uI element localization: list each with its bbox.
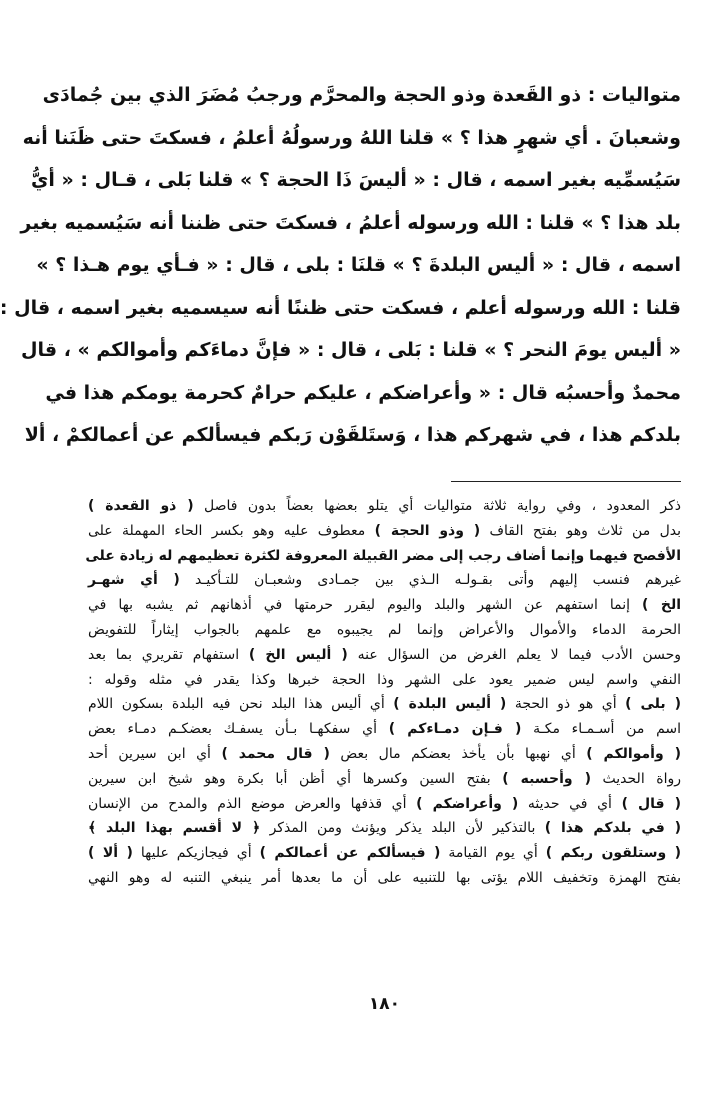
footnote-text: بفتح السين وكسرها أي أظن أبا بكرة وهو شيخ ابن سيرين bbox=[88, 770, 503, 787]
footnote-term: ( قال محمد ) bbox=[221, 745, 330, 762]
footnote-line bbox=[88, 866, 681, 891]
footnote-text: رواة الحديث bbox=[591, 770, 681, 787]
footnote-text: بفتح الهمزة وتخفيف اللام يؤتى بها للتنبيه على أن ما بعدها أمر ينبغي التنبه له وهو النهي bbox=[88, 869, 681, 886]
footnote-text: أي سفكهـا بـأن يسفـك بعضكـم دمـاء بعض bbox=[88, 721, 389, 738]
main-text-line: « أليس يومَ النحر ؟ » قلنا : بَلى ، قال : « فإنَّ دماءَكم وأموالكم » ، قال bbox=[21, 339, 681, 361]
footnote-term: ( أليس البلدة ) bbox=[393, 696, 507, 713]
page-number: ١٨٠ bbox=[368, 994, 401, 1014]
footnote-line bbox=[88, 816, 681, 841]
main-text-line: بلد هذا ؟ » قلنا : الله ورسوله أعلمُ ، فسكتَ حتى ظننا أنه سَيُسميه بغير bbox=[20, 211, 681, 234]
footnote-term: ( بلى ) bbox=[625, 696, 681, 713]
footnote-text: غيرهم فنسب إليهم وأتى بقـولـه الـذي بين جمـادى وشعبـان للتـأكيـد bbox=[179, 572, 682, 589]
footnote-text: أي نهبها بأن يأخذ بعضكم مال بعض bbox=[329, 745, 587, 762]
footnote-text: أي فيجازيكم عليها bbox=[132, 845, 260, 862]
footnote-line bbox=[88, 568, 681, 593]
footnote-term: ( قال ) bbox=[621, 795, 682, 812]
footnote-line bbox=[88, 668, 681, 693]
footnote-text: اسم من أسـمـاء مكـة bbox=[521, 721, 682, 738]
footnote-term: ( وأحسبه ) bbox=[502, 770, 591, 787]
footnote-text: بالتذكير لأن البلد يذكر ويؤنث ومن المذكر bbox=[260, 820, 545, 837]
footnote-text: أي ابن سيرين أحد bbox=[88, 745, 222, 762]
footnote-line bbox=[88, 717, 681, 742]
main-text-line: سَيُسمِّيه بغير اسمه ، قال : « أليسَ ذَا الحجة ؟ » قلنا بَلى ، قـال : « أيُّ bbox=[30, 169, 681, 191]
footnote-separator bbox=[451, 481, 681, 482]
footnote-text: أي هو ذو الحجة bbox=[506, 696, 626, 713]
main-text-line: بلدكم هذا ، في شهركم هذا ، وَستَلقَوْن رَبكم فيسألكم عن أعمالكمْ ، ألا bbox=[24, 424, 681, 446]
footnote-line bbox=[88, 742, 681, 767]
footnote-term: ( وأموالكم ) bbox=[586, 745, 681, 762]
footnote-text: أي أليس هذا البلد نحن فيه البلدة بسكون اللام bbox=[88, 696, 394, 713]
footnote-line bbox=[88, 618, 681, 643]
footnote-text: إنما استفهم عن الشهر والبلد واليوم ليقرر حرمتها في أذهانهم ثم يشبه بها في bbox=[88, 597, 643, 614]
footnote-text: النفي واسم ليس ضمير يعود على الشهر وذا الحجة خبرها وكذا يقدر في مثله وقوله : bbox=[88, 671, 681, 688]
footnote-term: ( فيسألكم عن أعمالكم ) bbox=[259, 845, 441, 862]
footnote-term: ( وذو الحجة ) bbox=[374, 522, 481, 539]
footnote-text: معطوف عليه وهو بكسر الحاء المهملة على bbox=[88, 522, 375, 539]
footnote-term: الأفصح فيهما وإنما أضاف رجب إلى مضر القبيلة المعروفة لكثرة تعظيمهم له زيادة على bbox=[85, 547, 681, 564]
footnote-term: ( فـإن دمـاءكم ) bbox=[388, 721, 522, 738]
main-text-line: متواليات : ذو القَعدة وذو الحجة والمحرَّم ورجبُ مُضَرَ الذي بين جُمادَى bbox=[42, 84, 681, 106]
footnote-text: وحسن الأدب فيما لا يعلم الغرض من السؤال عنه bbox=[347, 646, 681, 663]
footnote-term: ( وستلقون ربكم ) bbox=[545, 845, 682, 862]
main-text-line: محمدٌ وأحسبُه قال : « وأعراضكم ، عليكم حرامٌ كحرمة يومكم هذا في bbox=[45, 381, 681, 404]
footnote-line bbox=[88, 767, 681, 792]
footnote-text: بدل من ثلاث وهو بفتح القاف bbox=[480, 522, 681, 539]
main-text-line: قلنا : الله ورسوله أعلم ، فسكت حتى ظننًا أنه سيسميه بغير اسمه ، قال : bbox=[0, 296, 681, 319]
footnote-line bbox=[85, 544, 681, 569]
footnote-text: أي قذفها والعرض موضع الذم والمدح من الإنسان bbox=[88, 795, 417, 812]
footnote-text: استفهام تقريري بما بعد bbox=[88, 646, 249, 663]
main-text bbox=[0, 74, 681, 457]
footnotes bbox=[85, 494, 682, 891]
footnote-term: ( في بلدكم هذا ) bbox=[544, 820, 681, 837]
footnote-text: أي يوم القيامة bbox=[440, 845, 546, 862]
footnote-line bbox=[88, 792, 681, 817]
footnote-term: ( أليس الخ ) bbox=[248, 646, 348, 663]
footnote-line bbox=[88, 494, 681, 519]
footnote-line bbox=[88, 519, 681, 544]
footnote-line bbox=[88, 841, 681, 866]
footnote-term: ﴿ لا أقسم بهذا البلد ﴾ bbox=[88, 820, 261, 837]
main-text-line: اسمه ، قال : « أليس البلدةَ ؟ » قلنَا : بلى ، قال : « فـأي يوم هـذا ؟ » bbox=[36, 254, 681, 276]
footnote-term: الخ ) bbox=[642, 597, 681, 614]
footnote-line bbox=[88, 643, 681, 668]
footnote-term: ( ألا ) bbox=[88, 845, 133, 862]
footnote-text: ذكر المعدود ، وفي رواية ثلاثة متواليات أي يتلو بعضها بعضاً بدون فاصل bbox=[193, 498, 681, 514]
footnote-text: الحرمة الدماء والأموال والأعراض وإنما لم يجيبوه مع علمهم بالجواب إيثاراً للتفويض bbox=[88, 621, 681, 638]
footnote-text: أي في حديثه bbox=[518, 795, 622, 812]
footnote-line bbox=[88, 692, 681, 717]
footnote-term: ( ذو القعدة ) bbox=[88, 498, 194, 514]
footnote-line bbox=[88, 593, 681, 618]
footnote-term: ( أي شهـر bbox=[88, 572, 180, 589]
main-text-line: وشعبانَ . أي شهرٍ هذا ؟ » قلنا اللهُ ورسولُهُ أعلمُ ، فسكتَ حتى ظَنَنا أنه bbox=[22, 126, 681, 149]
footnote-term: ( وأعراضكم ) bbox=[416, 795, 519, 812]
book-page bbox=[0, 74, 682, 1098]
